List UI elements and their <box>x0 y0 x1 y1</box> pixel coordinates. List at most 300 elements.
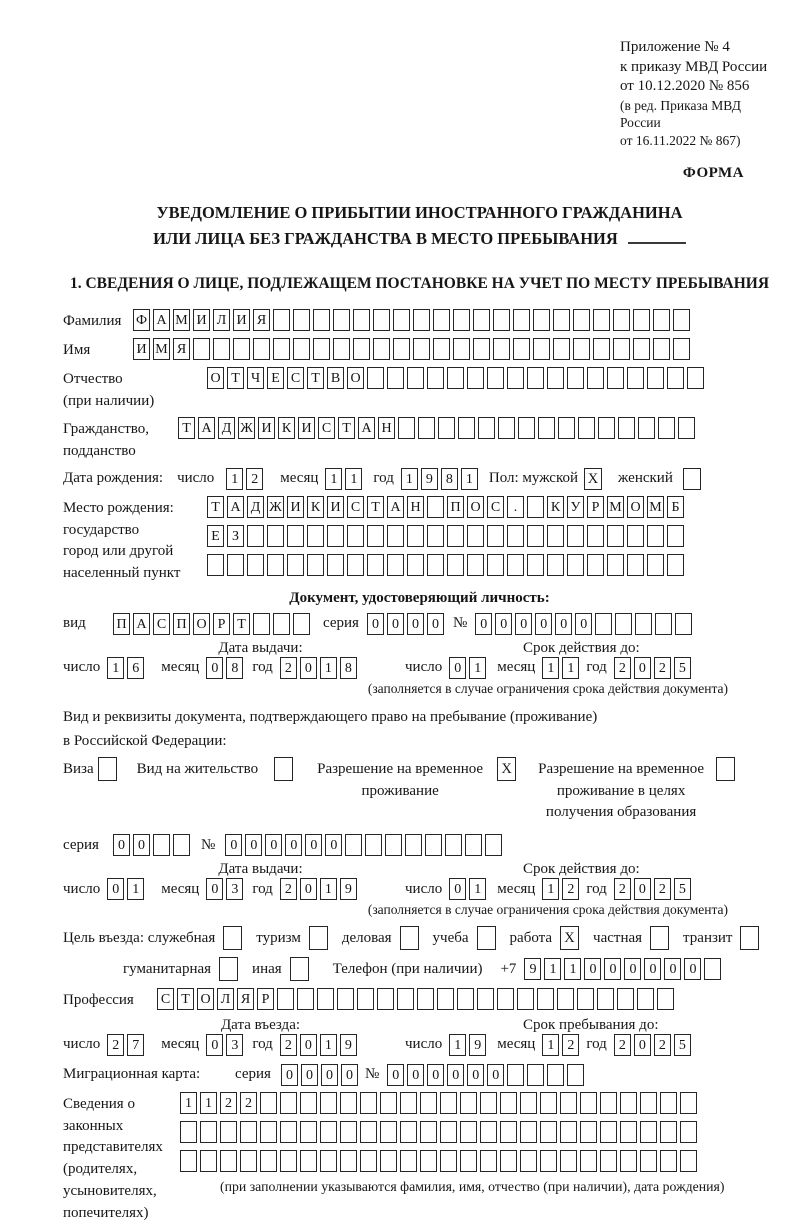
char-cell[interactable] <box>407 525 424 547</box>
char-cell[interactable]: М <box>607 496 624 518</box>
char-cell[interactable] <box>200 1150 217 1172</box>
char-cell[interactable]: Я <box>173 338 190 360</box>
char-cell[interactable]: К <box>307 496 324 518</box>
char-cell[interactable] <box>480 1121 497 1143</box>
char-cell[interactable]: О <box>467 496 484 518</box>
char-cell[interactable] <box>680 1092 697 1114</box>
char-cell[interactable] <box>607 367 624 389</box>
char-cell[interactable] <box>467 367 484 389</box>
char-cell[interactable]: 0 <box>495 613 512 635</box>
char-cell[interactable]: 0 <box>133 834 150 856</box>
char-cell[interactable] <box>613 338 630 360</box>
char-cell[interactable]: 1 <box>127 878 144 900</box>
char-cell[interactable] <box>660 1150 677 1172</box>
char-cell[interactable]: Д <box>218 417 235 439</box>
char-cell[interactable] <box>380 1092 397 1114</box>
doc-number-input[interactable] <box>475 613 695 635</box>
char-cell[interactable] <box>400 1150 417 1172</box>
char-cell[interactable] <box>540 1121 557 1143</box>
char-cell[interactable]: Р <box>257 988 274 1010</box>
char-cell[interactable] <box>273 613 290 635</box>
char-cell[interactable] <box>457 988 474 1010</box>
char-cell[interactable]: 8 <box>226 657 243 679</box>
char-cell[interactable]: 0 <box>321 1064 338 1086</box>
char-cell[interactable]: 0 <box>341 1064 358 1086</box>
char-cell[interactable]: 1 <box>226 468 243 490</box>
char-cell[interactable] <box>400 1092 417 1114</box>
char-cell[interactable] <box>678 417 695 439</box>
char-cell[interactable] <box>520 1121 537 1143</box>
char-cell[interactable]: Д <box>247 496 264 518</box>
char-cell[interactable] <box>527 1064 544 1086</box>
char-cell[interactable]: 2 <box>220 1092 237 1114</box>
char-cell[interactable]: 0 <box>301 1064 318 1086</box>
char-cell[interactable]: 1 <box>461 468 478 490</box>
temp-residence-checkbox[interactable]: X <box>497 757 516 781</box>
char-cell[interactable] <box>240 1121 257 1143</box>
char-cell[interactable]: 3 <box>226 1034 243 1056</box>
char-cell[interactable]: 0 <box>604 958 621 980</box>
char-cell[interactable] <box>193 338 210 360</box>
res-valid-year-input[interactable] <box>614 878 694 900</box>
char-cell[interactable]: 2 <box>654 657 671 679</box>
char-cell[interactable] <box>297 988 314 1010</box>
char-cell[interactable]: С <box>157 988 174 1010</box>
char-cell[interactable] <box>405 834 422 856</box>
char-cell[interactable] <box>367 525 384 547</box>
char-cell[interactable]: Р <box>587 496 604 518</box>
doc-valid-day-input[interactable] <box>449 657 489 679</box>
char-cell[interactable]: 0 <box>515 613 532 635</box>
char-cell[interactable]: Е <box>207 525 224 547</box>
char-cell[interactable] <box>173 834 190 856</box>
char-cell[interactable]: К <box>547 496 564 518</box>
char-cell[interactable] <box>578 417 595 439</box>
representatives-input-line3[interactable] <box>180 1150 724 1172</box>
char-cell[interactable] <box>440 1150 457 1172</box>
char-cell[interactable] <box>500 1121 517 1143</box>
char-cell[interactable]: 1 <box>401 468 418 490</box>
char-cell[interactable] <box>233 338 250 360</box>
char-cell[interactable]: 0 <box>407 613 424 635</box>
doc-valid-month-input[interactable] <box>542 657 582 679</box>
char-cell[interactable]: 0 <box>684 958 701 980</box>
char-cell[interactable] <box>460 1150 477 1172</box>
char-cell[interactable] <box>615 613 632 635</box>
char-cell[interactable] <box>200 1121 217 1143</box>
char-cell[interactable]: 1 <box>449 1034 466 1056</box>
char-cell[interactable]: Т <box>338 417 355 439</box>
char-cell[interactable]: С <box>318 417 335 439</box>
char-cell[interactable] <box>635 613 652 635</box>
char-cell[interactable]: 0 <box>584 958 601 980</box>
char-cell[interactable] <box>547 525 564 547</box>
res-issue-day-input[interactable] <box>107 878 147 900</box>
char-cell[interactable] <box>627 367 644 389</box>
char-cell[interactable]: Е <box>267 367 284 389</box>
char-cell[interactable]: 0 <box>467 1064 484 1086</box>
char-cell[interactable] <box>400 1121 417 1143</box>
char-cell[interactable] <box>527 554 544 576</box>
char-cell[interactable]: 0 <box>535 613 552 635</box>
char-cell[interactable] <box>320 1092 337 1114</box>
char-cell[interactable]: А <box>358 417 375 439</box>
char-cell[interactable] <box>427 525 444 547</box>
char-cell[interactable] <box>260 1092 277 1114</box>
char-cell[interactable]: 0 <box>487 1064 504 1086</box>
char-cell[interactable] <box>447 367 464 389</box>
char-cell[interactable] <box>527 367 544 389</box>
char-cell[interactable]: 0 <box>285 834 302 856</box>
char-cell[interactable] <box>487 525 504 547</box>
char-cell[interactable] <box>507 367 524 389</box>
char-cell[interactable]: Ж <box>267 496 284 518</box>
char-cell[interactable] <box>413 309 430 331</box>
char-cell[interactable] <box>367 367 384 389</box>
char-cell[interactable] <box>227 554 244 576</box>
char-cell[interactable]: А <box>387 496 404 518</box>
char-cell[interactable] <box>433 309 450 331</box>
char-cell[interactable]: 6 <box>127 657 144 679</box>
doc-issue-day-input[interactable] <box>107 657 147 679</box>
char-cell[interactable] <box>280 1150 297 1172</box>
char-cell[interactable]: 2 <box>562 878 579 900</box>
char-cell[interactable] <box>573 338 590 360</box>
doc-valid-year-input[interactable] <box>614 657 694 679</box>
char-cell[interactable] <box>300 1092 317 1114</box>
char-cell[interactable] <box>597 988 614 1010</box>
char-cell[interactable]: 0 <box>206 1034 223 1056</box>
char-cell[interactable] <box>407 554 424 576</box>
char-cell[interactable] <box>507 554 524 576</box>
birth-place-input-line3[interactable] <box>207 554 687 576</box>
char-cell[interactable] <box>647 525 664 547</box>
char-cell[interactable] <box>633 309 650 331</box>
char-cell[interactable]: М <box>153 338 170 360</box>
entry-year-input[interactable] <box>280 1034 360 1056</box>
char-cell[interactable] <box>507 1064 524 1086</box>
purpose-other-checkbox[interactable] <box>290 957 309 981</box>
char-cell[interactable] <box>620 1121 637 1143</box>
char-cell[interactable] <box>320 1150 337 1172</box>
res-series-input[interactable] <box>113 834 193 856</box>
char-cell[interactable]: 1 <box>542 878 559 900</box>
char-cell[interactable] <box>497 988 514 1010</box>
char-cell[interactable]: 1 <box>469 878 486 900</box>
char-cell[interactable]: 1 <box>469 657 486 679</box>
profession-input[interactable] <box>157 988 677 1010</box>
char-cell[interactable] <box>377 988 394 1010</box>
char-cell[interactable]: 0 <box>475 613 492 635</box>
char-cell[interactable]: Л <box>213 309 230 331</box>
char-cell[interactable] <box>680 1150 697 1172</box>
char-cell[interactable] <box>453 338 470 360</box>
entry-day-input[interactable] <box>107 1034 147 1056</box>
char-cell[interactable] <box>660 1121 677 1143</box>
char-cell[interactable] <box>425 834 442 856</box>
doc-issue-year-input[interactable] <box>280 657 360 679</box>
char-cell[interactable]: 0 <box>325 834 342 856</box>
char-cell[interactable]: 1 <box>345 468 362 490</box>
char-cell[interactable] <box>567 1064 584 1086</box>
entry-month-input[interactable] <box>206 1034 246 1056</box>
char-cell[interactable] <box>560 1150 577 1172</box>
char-cell[interactable] <box>320 1121 337 1143</box>
char-cell[interactable] <box>387 525 404 547</box>
char-cell[interactable] <box>638 417 655 439</box>
phone-input[interactable] <box>524 958 724 980</box>
char-cell[interactable] <box>627 554 644 576</box>
char-cell[interactable]: 1 <box>544 958 561 980</box>
char-cell[interactable] <box>673 338 690 360</box>
char-cell[interactable] <box>498 417 515 439</box>
char-cell[interactable] <box>340 1121 357 1143</box>
char-cell[interactable]: 1 <box>320 878 337 900</box>
char-cell[interactable] <box>180 1121 197 1143</box>
char-cell[interactable]: Л <box>217 988 234 1010</box>
char-cell[interactable]: 0 <box>449 878 466 900</box>
char-cell[interactable]: С <box>347 496 364 518</box>
purpose-business-checkbox[interactable] <box>400 926 419 950</box>
char-cell[interactable]: Т <box>307 367 324 389</box>
char-cell[interactable] <box>267 525 284 547</box>
char-cell[interactable]: А <box>133 613 150 635</box>
char-cell[interactable] <box>460 1121 477 1143</box>
migr-series-input[interactable] <box>281 1064 361 1086</box>
char-cell[interactable]: 0 <box>555 613 572 635</box>
char-cell[interactable] <box>655 613 672 635</box>
char-cell[interactable] <box>577 988 594 1010</box>
char-cell[interactable]: 0 <box>427 613 444 635</box>
char-cell[interactable]: 0 <box>634 878 651 900</box>
char-cell[interactable] <box>537 988 554 1010</box>
stay-year-input[interactable] <box>614 1034 694 1056</box>
char-cell[interactable] <box>580 1121 597 1143</box>
char-cell[interactable]: Т <box>227 367 244 389</box>
char-cell[interactable] <box>353 338 370 360</box>
char-cell[interactable] <box>560 1092 577 1114</box>
char-cell[interactable]: 5 <box>674 657 691 679</box>
char-cell[interactable] <box>427 554 444 576</box>
char-cell[interactable]: 0 <box>113 834 130 856</box>
char-cell[interactable]: М <box>647 496 664 518</box>
char-cell[interactable]: 0 <box>305 834 322 856</box>
char-cell[interactable] <box>673 309 690 331</box>
birth-day-input[interactable] <box>226 468 266 490</box>
res-valid-day-input[interactable] <box>449 878 489 900</box>
char-cell[interactable] <box>587 554 604 576</box>
residence-permit-checkbox[interactable] <box>274 757 293 781</box>
char-cell[interactable]: 2 <box>246 468 263 490</box>
char-cell[interactable] <box>627 525 644 547</box>
char-cell[interactable]: О <box>627 496 644 518</box>
char-cell[interactable] <box>313 338 330 360</box>
char-cell[interactable] <box>340 1092 357 1114</box>
char-cell[interactable]: А <box>153 309 170 331</box>
char-cell[interactable]: 0 <box>427 1064 444 1086</box>
char-cell[interactable]: А <box>198 417 215 439</box>
char-cell[interactable]: О <box>193 613 210 635</box>
char-cell[interactable] <box>347 525 364 547</box>
char-cell[interactable] <box>587 525 604 547</box>
birth-place-input-line1[interactable] <box>207 496 687 518</box>
char-cell[interactable] <box>553 338 570 360</box>
char-cell[interactable]: 1 <box>180 1092 197 1114</box>
char-cell[interactable] <box>460 1092 477 1114</box>
char-cell[interactable] <box>607 554 624 576</box>
char-cell[interactable]: 1 <box>107 657 124 679</box>
char-cell[interactable] <box>427 367 444 389</box>
char-cell[interactable]: Ф <box>133 309 150 331</box>
char-cell[interactable]: 0 <box>624 958 641 980</box>
char-cell[interactable] <box>333 338 350 360</box>
char-cell[interactable] <box>380 1121 397 1143</box>
char-cell[interactable] <box>473 338 490 360</box>
char-cell[interactable] <box>567 554 584 576</box>
char-cell[interactable] <box>527 525 544 547</box>
char-cell[interactable] <box>647 367 664 389</box>
char-cell[interactable] <box>213 338 230 360</box>
migr-number-input[interactable] <box>387 1064 587 1086</box>
char-cell[interactable]: 1 <box>325 468 342 490</box>
char-cell[interactable] <box>293 338 310 360</box>
char-cell[interactable] <box>253 613 270 635</box>
char-cell[interactable]: 2 <box>240 1092 257 1114</box>
char-cell[interactable] <box>493 338 510 360</box>
char-cell[interactable]: 1 <box>542 657 559 679</box>
char-cell[interactable]: Т <box>367 496 384 518</box>
doc-issue-month-input[interactable] <box>206 657 246 679</box>
char-cell[interactable] <box>247 525 264 547</box>
char-cell[interactable] <box>600 1092 617 1114</box>
char-cell[interactable] <box>507 525 524 547</box>
char-cell[interactable] <box>480 1092 497 1114</box>
char-cell[interactable]: И <box>133 338 150 360</box>
representatives-input-line1[interactable] <box>180 1092 724 1114</box>
char-cell[interactable] <box>458 417 475 439</box>
char-cell[interactable] <box>580 1150 597 1172</box>
char-cell[interactable] <box>640 1150 657 1172</box>
char-cell[interactable] <box>240 1150 257 1172</box>
char-cell[interactable]: 2 <box>654 1034 671 1056</box>
purpose-transit-checkbox[interactable] <box>740 926 759 950</box>
char-cell[interactable] <box>360 1092 377 1114</box>
doc-series-input[interactable] <box>367 613 447 635</box>
char-cell[interactable]: 5 <box>674 878 691 900</box>
char-cell[interactable]: Б <box>667 496 684 518</box>
char-cell[interactable] <box>420 1150 437 1172</box>
char-cell[interactable]: Т <box>207 496 224 518</box>
char-cell[interactable]: 0 <box>206 878 223 900</box>
char-cell[interactable]: 9 <box>340 878 357 900</box>
char-cell[interactable] <box>558 417 575 439</box>
sex-male-checkbox[interactable]: X <box>584 468 602 490</box>
char-cell[interactable] <box>398 417 415 439</box>
purpose-work-checkbox[interactable]: X <box>560 926 579 950</box>
char-cell[interactable]: И <box>233 309 250 331</box>
char-cell[interactable] <box>393 309 410 331</box>
char-cell[interactable] <box>347 554 364 576</box>
char-cell[interactable]: 0 <box>206 657 223 679</box>
char-cell[interactable]: С <box>287 367 304 389</box>
char-cell[interactable] <box>598 417 615 439</box>
char-cell[interactable] <box>593 338 610 360</box>
char-cell[interactable]: 9 <box>421 468 438 490</box>
purpose-tourism-checkbox[interactable] <box>309 926 328 950</box>
char-cell[interactable]: 0 <box>387 613 404 635</box>
char-cell[interactable] <box>280 1121 297 1143</box>
char-cell[interactable] <box>365 834 382 856</box>
char-cell[interactable] <box>260 1121 277 1143</box>
purpose-official-checkbox[interactable] <box>223 926 242 950</box>
char-cell[interactable]: О <box>207 367 224 389</box>
char-cell[interactable]: Ч <box>247 367 264 389</box>
char-cell[interactable]: О <box>197 988 214 1010</box>
char-cell[interactable]: 2 <box>654 878 671 900</box>
char-cell[interactable]: 2 <box>614 657 631 679</box>
res-valid-month-input[interactable] <box>542 878 582 900</box>
char-cell[interactable]: 2 <box>280 1034 297 1056</box>
char-cell[interactable] <box>513 309 530 331</box>
char-cell[interactable]: 0 <box>634 1034 651 1056</box>
char-cell[interactable]: Н <box>407 496 424 518</box>
char-cell[interactable]: 0 <box>265 834 282 856</box>
char-cell[interactable] <box>600 1121 617 1143</box>
char-cell[interactable] <box>465 834 482 856</box>
char-cell[interactable] <box>653 338 670 360</box>
char-cell[interactable]: 0 <box>387 1064 404 1086</box>
char-cell[interactable]: 2 <box>280 878 297 900</box>
char-cell[interactable] <box>593 309 610 331</box>
char-cell[interactable] <box>567 367 584 389</box>
char-cell[interactable] <box>557 988 574 1010</box>
char-cell[interactable] <box>420 1092 437 1114</box>
char-cell[interactable] <box>704 958 721 980</box>
char-cell[interactable] <box>658 417 675 439</box>
char-cell[interactable]: О <box>347 367 364 389</box>
char-cell[interactable] <box>547 554 564 576</box>
char-cell[interactable]: 9 <box>524 958 541 980</box>
char-cell[interactable] <box>360 1150 377 1172</box>
char-cell[interactable] <box>493 309 510 331</box>
char-cell[interactable] <box>327 554 344 576</box>
name-input[interactable] <box>133 338 693 360</box>
patronymic-input[interactable] <box>207 367 707 389</box>
char-cell[interactable] <box>518 417 535 439</box>
char-cell[interactable] <box>333 309 350 331</box>
representatives-input-line2[interactable] <box>180 1121 724 1143</box>
char-cell[interactable] <box>273 309 290 331</box>
char-cell[interactable]: 1 <box>564 958 581 980</box>
char-cell[interactable] <box>675 613 692 635</box>
char-cell[interactable] <box>307 554 324 576</box>
char-cell[interactable]: 0 <box>281 1064 298 1086</box>
char-cell[interactable] <box>517 988 534 1010</box>
char-cell[interactable] <box>637 988 654 1010</box>
char-cell[interactable]: 9 <box>340 1034 357 1056</box>
char-cell[interactable] <box>617 988 634 1010</box>
char-cell[interactable] <box>433 338 450 360</box>
char-cell[interactable]: 1 <box>320 1034 337 1056</box>
char-cell[interactable] <box>613 309 630 331</box>
char-cell[interactable] <box>247 554 264 576</box>
char-cell[interactable] <box>437 988 454 1010</box>
char-cell[interactable]: Я <box>253 309 270 331</box>
char-cell[interactable]: 0 <box>367 613 384 635</box>
char-cell[interactable] <box>413 338 430 360</box>
char-cell[interactable] <box>313 309 330 331</box>
char-cell[interactable] <box>540 1150 557 1172</box>
